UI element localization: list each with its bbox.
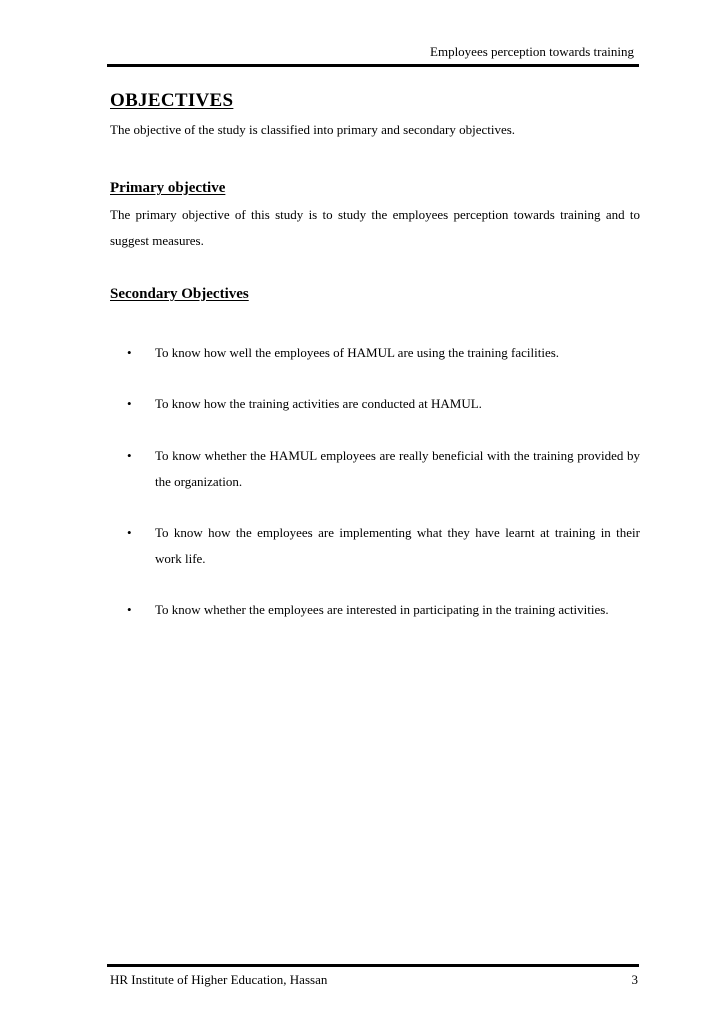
list-item-text: To know whether the employees are interested in participating in the training activities. bbox=[155, 602, 609, 617]
page-number: 3 bbox=[631, 972, 638, 987]
bullet-icon: • bbox=[127, 448, 132, 463]
footer-rule bbox=[107, 964, 639, 967]
list-item bbox=[127, 597, 640, 623]
bullet-icon: • bbox=[127, 396, 132, 411]
header-rule bbox=[107, 64, 639, 67]
bullet-icon: • bbox=[127, 525, 132, 540]
list-item bbox=[127, 443, 640, 495]
running-header: Employees perception towards training bbox=[430, 44, 634, 59]
page-title: OBJECTIVES bbox=[110, 90, 234, 111]
list-item bbox=[127, 391, 640, 417]
list-item-text: To know how the employees are implementing what they have learnt at training in their work life. bbox=[155, 525, 640, 566]
secondary-objectives-heading: Secondary Objectives bbox=[110, 286, 249, 302]
list-item-text: To know how the training activities are conducted at HAMUL. bbox=[155, 396, 482, 411]
intro-paragraph: The objective of the study is classified into primary and secondary objectives. bbox=[110, 122, 516, 137]
list-item bbox=[127, 340, 640, 366]
primary-objective-paragraph: The primary objective of this study is to study the employees perception towards training and to suggest measures. bbox=[110, 207, 640, 248]
primary-objective-heading: Primary objective bbox=[110, 180, 226, 196]
bullet-icon: • bbox=[127, 345, 132, 360]
list-item-text: To know whether the HAMUL employees are really beneficial with the training provided by the organization. bbox=[155, 448, 640, 489]
list-item bbox=[127, 520, 640, 572]
list-item-text: To know how well the employees of HAMUL are using the training facilities. bbox=[155, 345, 560, 360]
bullet-icon: • bbox=[127, 602, 132, 617]
footer-institution: HR Institute of Higher Education, Hassan bbox=[110, 972, 328, 987]
